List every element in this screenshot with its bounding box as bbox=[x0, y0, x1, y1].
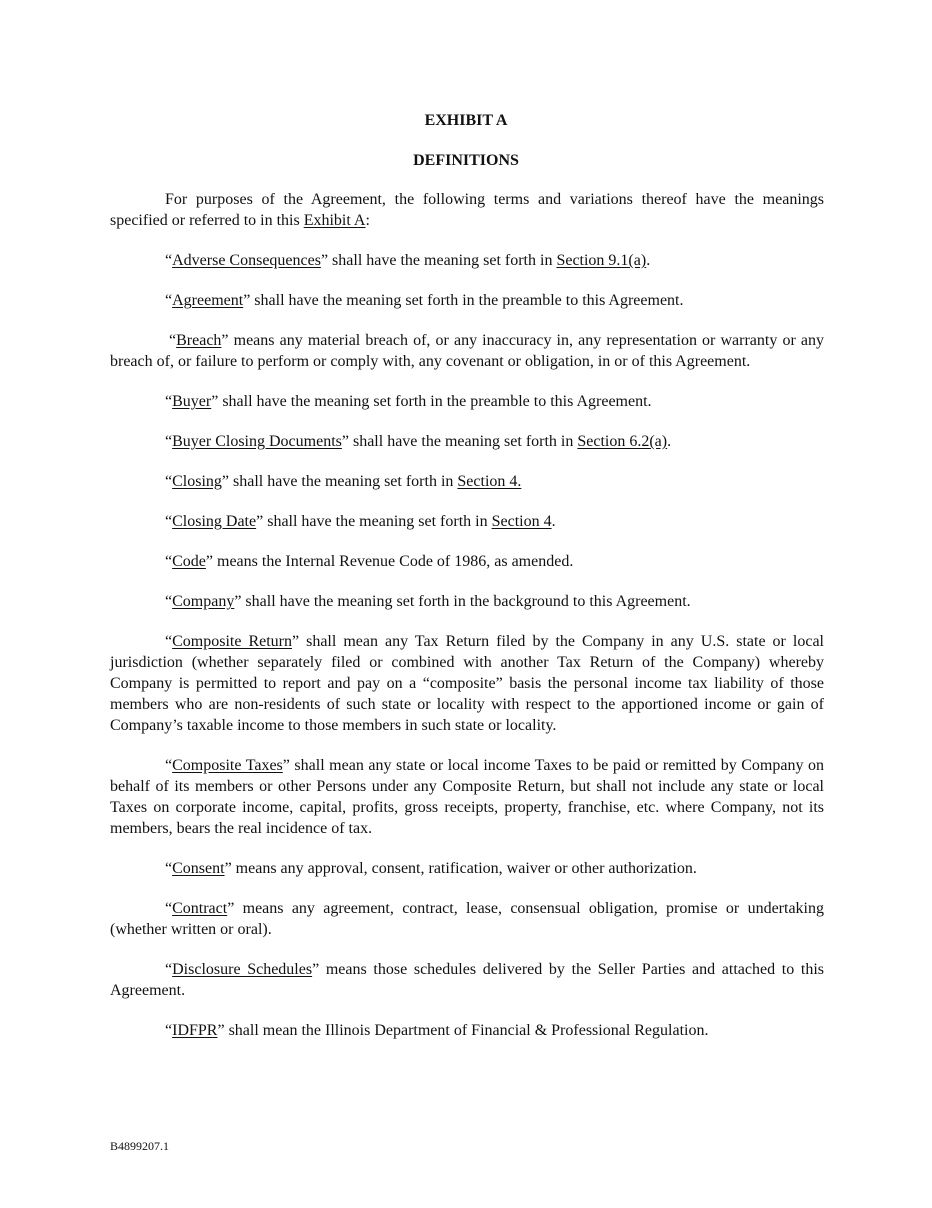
definition-paragraph bbox=[110, 250, 824, 271]
exhibit-reference: Exhibit A bbox=[303, 212, 366, 229]
definition-paragraph bbox=[110, 1020, 824, 1041]
defined-term: Buyer bbox=[172, 393, 212, 410]
definition-text: ” shall have the meaning set forth in the preamble to this Agreement. bbox=[243, 292, 684, 309]
defined-term: Composite Return bbox=[172, 633, 292, 650]
definitions-list bbox=[110, 250, 824, 1041]
open-quote: “ bbox=[165, 1022, 173, 1039]
intro-end: : bbox=[365, 212, 370, 229]
section-reference: Section 4. bbox=[457, 473, 522, 490]
definition-paragraph bbox=[110, 858, 824, 879]
definition-paragraph bbox=[110, 330, 824, 372]
open-quote: “ bbox=[165, 860, 173, 877]
definition-paragraph bbox=[110, 290, 824, 311]
definition-paragraph bbox=[110, 511, 824, 532]
definition-end: . bbox=[551, 513, 556, 530]
open-quote: “ bbox=[165, 292, 173, 309]
defined-term: Agreement bbox=[172, 292, 244, 309]
open-quote: “ bbox=[165, 593, 173, 610]
definition-text: ” shall have the meaning set forth in bbox=[341, 433, 578, 450]
definition-paragraph bbox=[110, 591, 824, 612]
defined-term: Adverse Consequences bbox=[172, 252, 321, 269]
open-quote: “ bbox=[169, 332, 177, 349]
definition-text: ” means any material breach of, or any inaccuracy in, any representation or warranty or any breach of, or failure to perform or comply with, any covenant or obligation, in or of this Agreement. bbox=[110, 332, 824, 370]
definition-text: ” shall mean any state or local income Taxes to be paid or remitted by Company on behalf of its members or other Persons under any Composite Return, but shall not include any state or local Taxes on corporate income, capital, profits, gross receipts, property, franchise, etc. where Company, not its members, bears the real incidence of tax. bbox=[110, 757, 824, 837]
definition-text: ” shall have the meaning set forth in bbox=[320, 252, 557, 269]
definition-paragraph bbox=[110, 755, 824, 839]
defined-term: Code bbox=[172, 553, 206, 570]
definition-paragraph bbox=[110, 959, 824, 1001]
defined-term: Contract bbox=[172, 900, 228, 917]
intro-paragraph bbox=[110, 189, 824, 231]
definition-paragraph bbox=[110, 431, 824, 452]
defined-term: Consent bbox=[172, 860, 225, 877]
definition-text: ” means the Internal Revenue Code of 1986, as amended. bbox=[205, 553, 574, 570]
open-quote: “ bbox=[165, 513, 173, 530]
defined-term: IDFPR bbox=[172, 1022, 218, 1039]
section-reference: Section 9.1(a) bbox=[556, 252, 647, 269]
open-quote: “ bbox=[165, 252, 173, 269]
definition-text: ” shall have the meaning set forth in the background to this Agreement. bbox=[234, 593, 691, 610]
defined-term: Closing Date bbox=[172, 513, 257, 530]
definition-end: . bbox=[646, 252, 651, 269]
exhibit-title: EXHIBIT A bbox=[424, 112, 508, 129]
intro-text: For purposes of the Agreement, the following terms and variations thereof have the meanings specified or referred to in this bbox=[110, 191, 824, 229]
definition-text: ” shall have the meaning set forth in bbox=[221, 473, 458, 490]
definition-paragraph bbox=[110, 551, 824, 572]
definition-text: ” means any approval, consent, ratification, waiver or other authorization. bbox=[224, 860, 697, 877]
definition-paragraph bbox=[110, 631, 824, 736]
document-id: B4899207.1 bbox=[110, 1139, 170, 1153]
definition-text: ” means any agreement, contract, lease, consensual obligation, promise or undertaking (whether written or oral). bbox=[110, 900, 824, 938]
defined-term: Company bbox=[172, 593, 235, 610]
open-quote: “ bbox=[165, 633, 173, 650]
definition-text: ” shall have the meaning set forth in bbox=[256, 513, 492, 530]
document-body bbox=[110, 189, 824, 1060]
open-quote: “ bbox=[165, 900, 173, 917]
defined-term: Buyer Closing Documents bbox=[172, 433, 342, 450]
section-reference: Section 6.2(a) bbox=[577, 433, 668, 450]
defined-term: Breach bbox=[176, 332, 222, 349]
definitions-heading: DEFINITIONS bbox=[413, 152, 519, 169]
section-reference: Section 4 bbox=[491, 513, 552, 530]
open-quote: “ bbox=[165, 473, 173, 490]
definition-end: . bbox=[667, 433, 672, 450]
definition-paragraph bbox=[110, 391, 824, 412]
definition-text: ” shall mean any Tax Return filed by the Company in any U.S. state or local jurisdiction (whether separately filed or combined with another Tax Return of the Company) whereby Company is permitted to report and pay on a “composite” basis the personal income tax liability of those members who are non-residents of such state or locality with respect to the apportioned income or gain of Company’s taxable income to those members in such state or locality. bbox=[110, 633, 824, 734]
definition-text: ” shall have the meaning set forth in the preamble to this Agreement. bbox=[211, 393, 652, 410]
definition-text: ” means those schedules delivered by the Seller Parties and attached to this Agreement. bbox=[110, 961, 824, 999]
open-quote: “ bbox=[165, 961, 173, 978]
defined-term: Disclosure Schedules bbox=[172, 961, 313, 978]
definition-paragraph bbox=[110, 471, 824, 492]
definition-text: ” shall mean the Illinois Department of Financial & Professional Regulation. bbox=[217, 1022, 709, 1039]
definition-paragraph bbox=[110, 898, 824, 940]
open-quote: “ bbox=[165, 553, 173, 570]
open-quote: “ bbox=[165, 757, 173, 774]
defined-term: Composite Taxes bbox=[172, 757, 283, 774]
defined-term: Closing bbox=[172, 473, 222, 490]
open-quote: “ bbox=[165, 393, 173, 410]
open-quote: “ bbox=[165, 433, 173, 450]
